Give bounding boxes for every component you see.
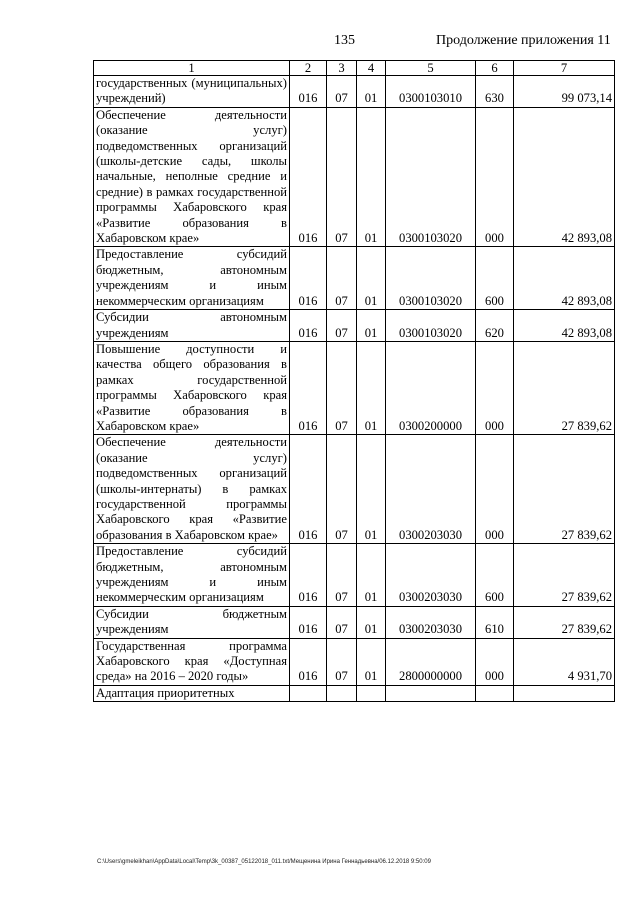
ministry-code-cell: 016: [290, 247, 327, 310]
expense-type-cell: 610: [476, 606, 514, 638]
target-article-cell: 0300200000: [386, 341, 476, 434]
expense-name-cell: государственных (муниципальных) учреждений): [94, 76, 290, 108]
section-code-cell: 07: [327, 606, 357, 638]
table-row: [94, 685, 615, 701]
target-article-cell: 0300203030: [386, 435, 476, 544]
expense-name-cell: Государственная программа Хабаровского края «Доступная среда» на 2016 – 2020 годы»: [94, 638, 290, 685]
amount-cell: 4 931,70: [514, 638, 615, 685]
expense-name-cell: Повышение доступности и качества общего образования в рамках государственной программы Хабаровского края «Развитие образования в Хабаровском крае»: [94, 341, 290, 434]
subsection-code-cell: 01: [357, 107, 386, 247]
table-row: [94, 107, 615, 247]
expense-type-cell: 000: [476, 638, 514, 685]
subsection-code-cell: 01: [357, 638, 386, 685]
section-code-cell: [327, 685, 357, 701]
expense-type-cell: 630: [476, 76, 514, 108]
page-number: 135: [334, 33, 355, 48]
expense-name-cell: Предоставление субсидий бюджетным, автономным учреждениям и иным некоммерческим организациям: [94, 544, 290, 607]
target-article-cell: 0300203030: [386, 606, 476, 638]
table-body: [94, 76, 615, 702]
amount-cell: 42 893,08: [514, 310, 615, 342]
subsection-code-cell: 01: [357, 76, 386, 108]
expense-name-cell: Субсидии автономным учреждениям: [94, 310, 290, 342]
budget-table: [93, 60, 615, 702]
expense-type-cell: 000: [476, 107, 514, 247]
section-code-cell: 07: [327, 341, 357, 434]
column-header: 1: [94, 61, 290, 76]
amount-cell: 42 893,08: [514, 247, 615, 310]
expense-name-cell: Обеспечение деятельности (оказание услуг) подведомственных организаций (школы-интернаты) в рамках государственной программы Хабаровского края «Развитие образования в Хабаровском крае»: [94, 435, 290, 544]
table-row: [94, 544, 615, 607]
subsection-code-cell: 01: [357, 341, 386, 434]
column-number-row: [94, 61, 615, 76]
target-article-cell: [386, 685, 476, 701]
amount-cell: 42 893,08: [514, 107, 615, 247]
section-code-cell: 07: [327, 76, 357, 108]
expense-name-cell: Обеспечение деятельности (оказание услуг) подведомственных организаций (школы-детские сады, школы начальные, неполные средние и средние) в рамках государственной программы Хабаровского края «Развитие образования в Хабаровском крае»: [94, 107, 290, 247]
expense-type-cell: 620: [476, 310, 514, 342]
table-row: [94, 341, 615, 434]
column-header: 3: [327, 61, 357, 76]
column-header: 2: [290, 61, 327, 76]
table-row: [94, 247, 615, 310]
appendix-continuation-note: Продолжение приложения 11: [436, 33, 611, 48]
target-article-cell: 0300103020: [386, 247, 476, 310]
expense-type-cell: [476, 685, 514, 701]
subsection-code-cell: 01: [357, 544, 386, 607]
subsection-code-cell: 01: [357, 435, 386, 544]
file-path-footer: C:\Users\gmeleikhan\AppData\Local\Temp\3k_00387_05122018_011.txt/Мещенина Ирина Геннадьевна/06.12.2018 9:50:09: [97, 859, 431, 865]
section-code-cell: 07: [327, 310, 357, 342]
expense-type-cell: 600: [476, 544, 514, 607]
subsection-code-cell: 01: [357, 310, 386, 342]
column-header: 5: [386, 61, 476, 76]
column-header: 4: [357, 61, 386, 76]
ministry-code-cell: [290, 685, 327, 701]
amount-cell: 27 839,62: [514, 341, 615, 434]
target-article-cell: 0300103020: [386, 107, 476, 247]
expense-type-cell: 000: [476, 341, 514, 434]
column-header: 7: [514, 61, 615, 76]
expense-name-cell: Адаптация приоритетных: [94, 685, 290, 701]
expense-name-cell: Субсидии бюджетным учреждениям: [94, 606, 290, 638]
expense-type-cell: 000: [476, 435, 514, 544]
table-row: [94, 76, 615, 108]
section-code-cell: 07: [327, 638, 357, 685]
target-article-cell: 2800000000: [386, 638, 476, 685]
ministry-code-cell: 016: [290, 544, 327, 607]
expense-name-cell: Предоставление субсидий бюджетным, автономным учреждениям и иным некоммерческим организациям: [94, 247, 290, 310]
amount-cell: [514, 685, 615, 701]
table-row: [94, 606, 615, 638]
section-code-cell: 07: [327, 247, 357, 310]
ministry-code-cell: 016: [290, 341, 327, 434]
ministry-code-cell: 016: [290, 310, 327, 342]
subsection-code-cell: [357, 685, 386, 701]
ministry-code-cell: 016: [290, 638, 327, 685]
amount-cell: 27 839,62: [514, 544, 615, 607]
table-row: [94, 435, 615, 544]
table-row: [94, 310, 615, 342]
subsection-code-cell: 01: [357, 247, 386, 310]
section-code-cell: 07: [327, 435, 357, 544]
amount-cell: 27 839,62: [514, 606, 615, 638]
target-article-cell: 0300103020: [386, 310, 476, 342]
column-header: 6: [476, 61, 514, 76]
subsection-code-cell: 01: [357, 606, 386, 638]
target-article-cell: 0300203030: [386, 544, 476, 607]
section-code-cell: 07: [327, 107, 357, 247]
ministry-code-cell: 016: [290, 107, 327, 247]
table-row: [94, 638, 615, 685]
ministry-code-cell: 016: [290, 435, 327, 544]
ministry-code-cell: 016: [290, 606, 327, 638]
table-header: [94, 61, 615, 76]
amount-cell: 27 839,62: [514, 435, 615, 544]
section-code-cell: 07: [327, 544, 357, 607]
expense-type-cell: 600: [476, 247, 514, 310]
ministry-code-cell: 016: [290, 76, 327, 108]
target-article-cell: 0300103010: [386, 76, 476, 108]
amount-cell: 99 073,14: [514, 76, 615, 108]
